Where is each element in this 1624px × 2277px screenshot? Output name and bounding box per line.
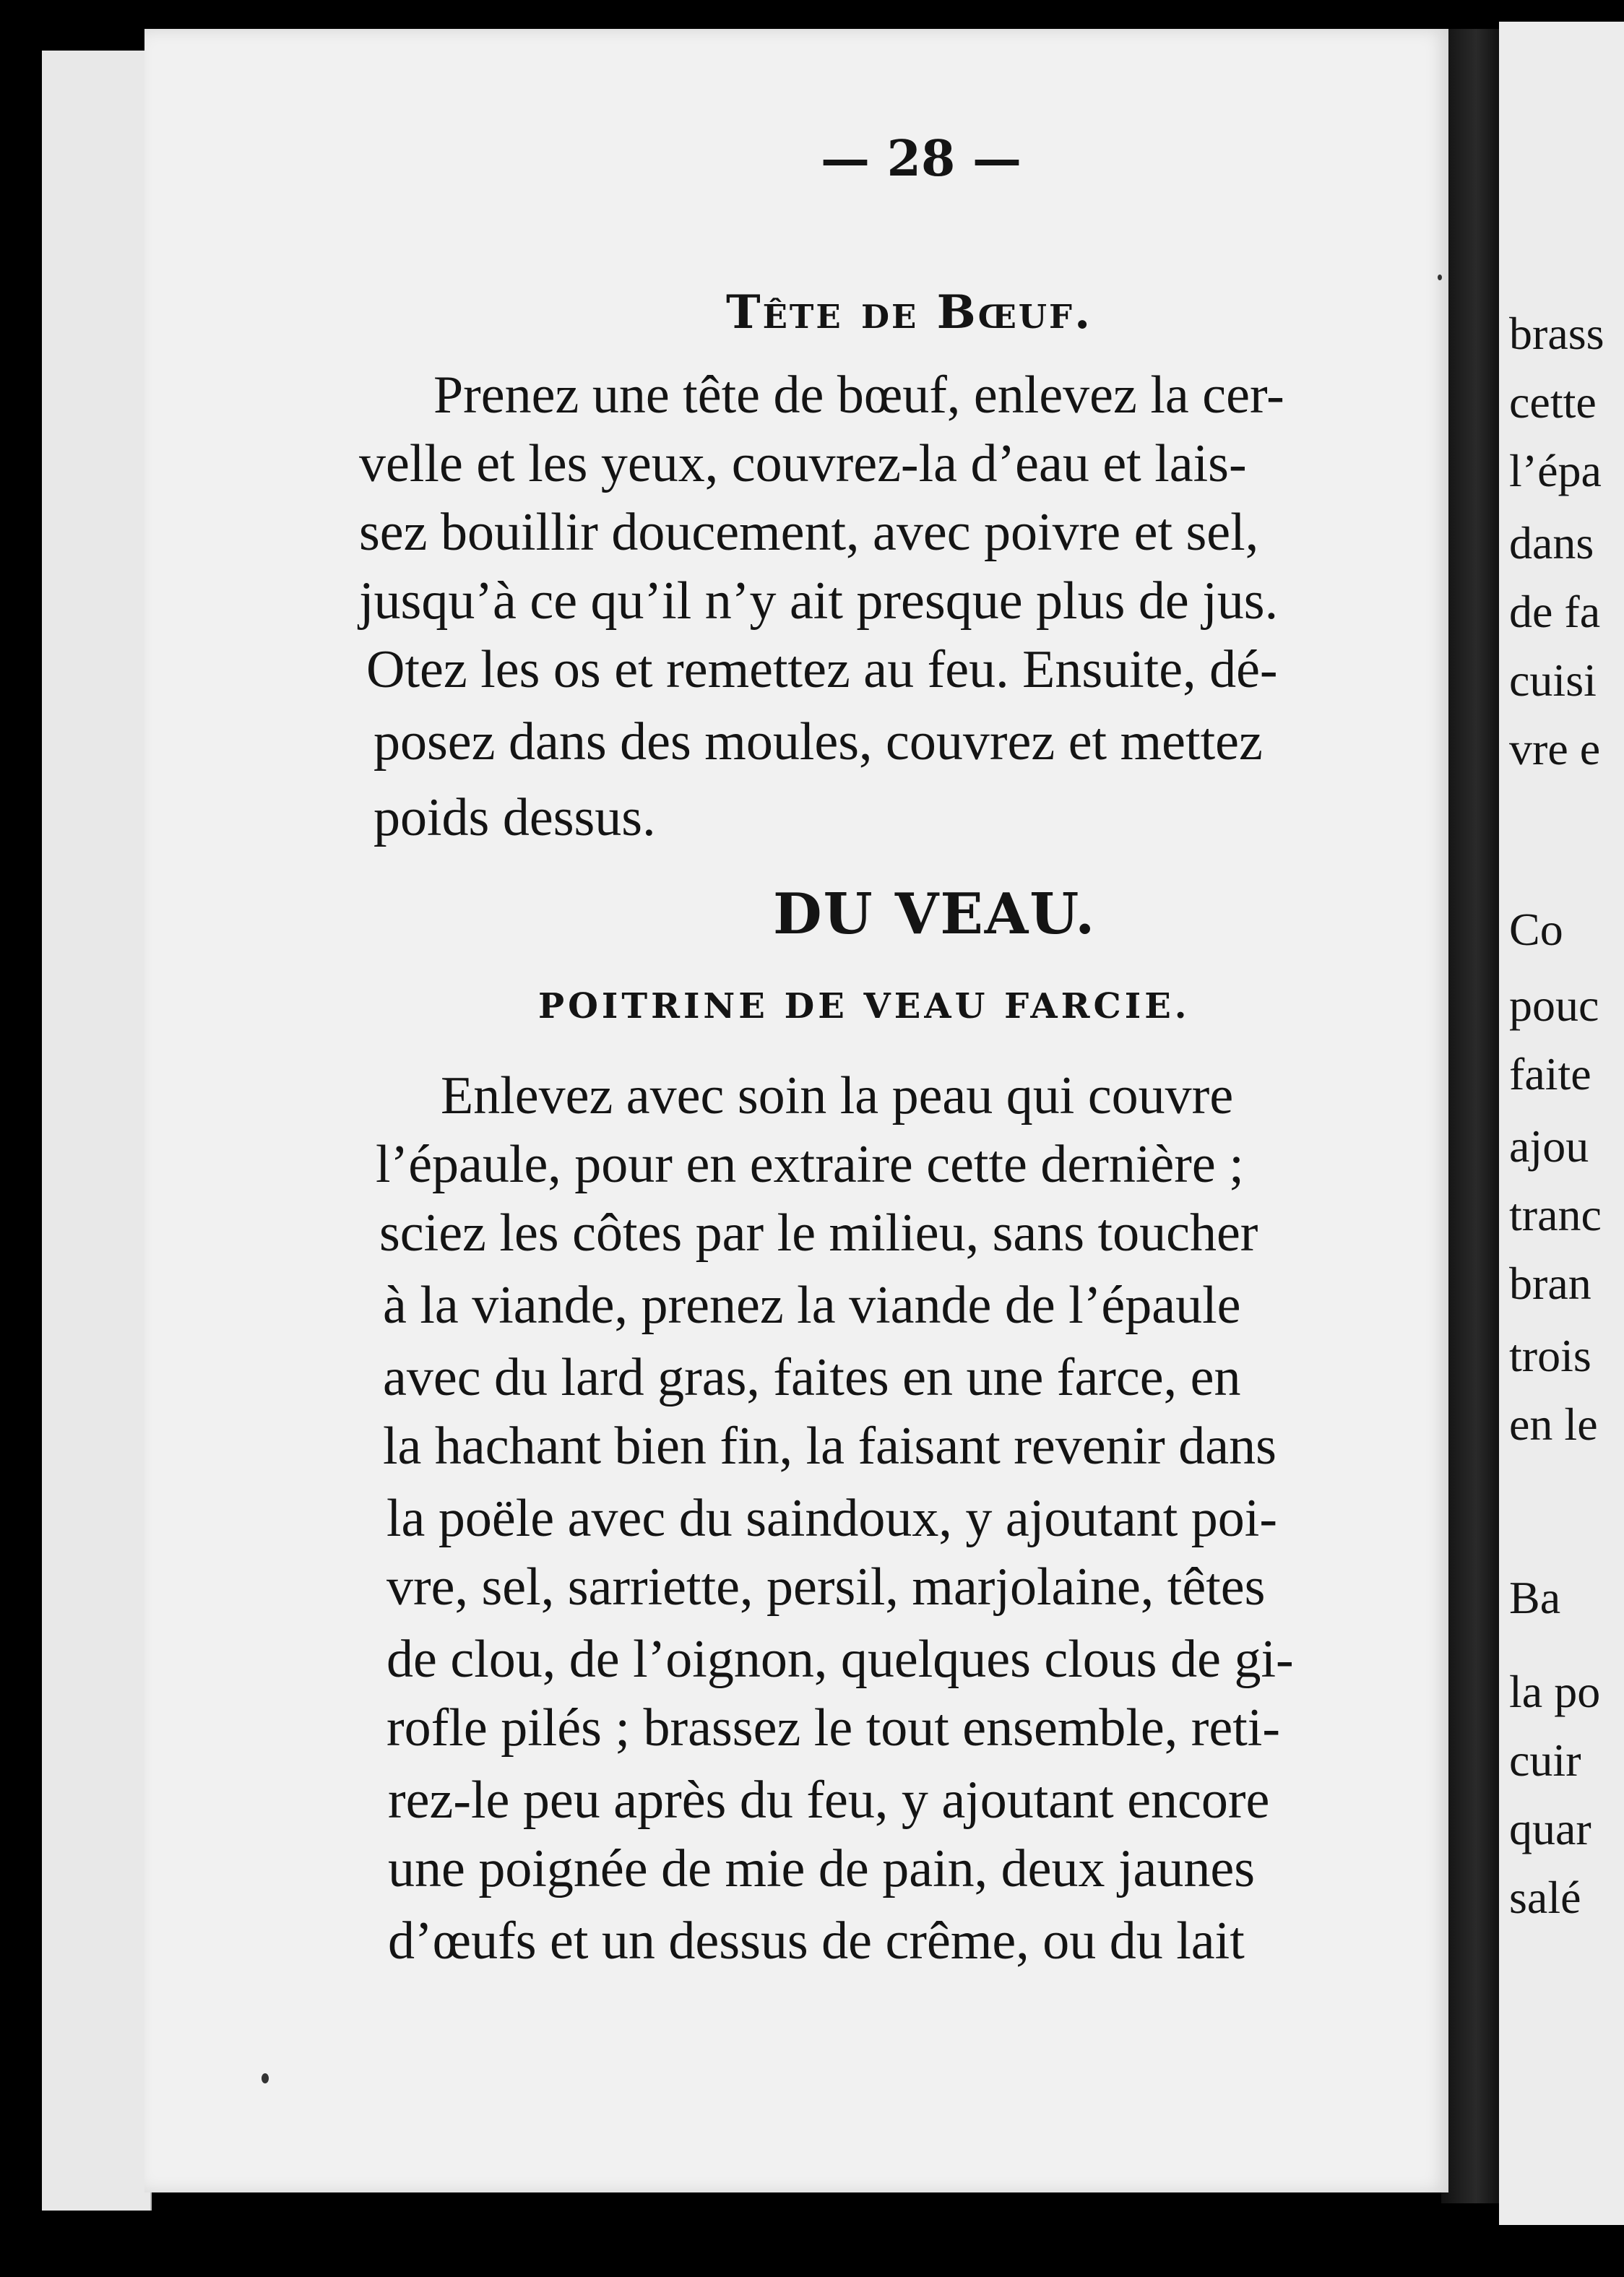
facing-line: cette <box>1509 376 1597 428</box>
body-line: rez-le peu après du feu, y ajoutant encore <box>388 1771 1270 1830</box>
facing-page <box>1499 22 1624 2225</box>
body-line: Enlevez avec soin la peau qui couvre <box>441 1066 1234 1125</box>
body-line: rofle pilés ; brassez le tout ensemble, reti- <box>386 1698 1281 1758</box>
facing-line: cuir <box>1509 1734 1581 1786</box>
facing-line: bran <box>1509 1258 1591 1309</box>
facing-line: quar <box>1509 1803 1591 1854</box>
body-line: Otez les os et remettez au feu. Ensuite, dé- <box>366 640 1278 699</box>
chapter-title-du-veau: DU VEAU. <box>773 881 1097 947</box>
body-line: la hachant bien fin, la faisant revenir dans <box>383 1417 1277 1476</box>
facing-line: trois <box>1509 1330 1591 1381</box>
facing-line: Ba <box>1509 1572 1561 1623</box>
facing-line: tranc <box>1509 1189 1602 1240</box>
facing-line: l’épa <box>1509 445 1602 496</box>
body-line: l’épaule, pour en extraire cette dernière ; <box>376 1135 1244 1194</box>
page-edge-stack <box>42 51 157 2211</box>
facing-line: salé <box>1509 1872 1581 1923</box>
book-gutter <box>1441 29 1505 2203</box>
facing-line: dans <box>1509 517 1594 569</box>
ink-speck <box>1438 275 1442 280</box>
facing-line: ajou <box>1509 1120 1589 1172</box>
page-number: — 28 — <box>821 130 1022 188</box>
facing-line: la po <box>1509 1666 1601 1717</box>
body-line: la poële avec du saindoux, y ajoutant poi- <box>386 1489 1277 1548</box>
body-line: d’œufs et un dessus de crême, ou du lait <box>388 1911 1245 1971</box>
facing-line: cuisi <box>1509 654 1597 706</box>
facing-line: de fa <box>1509 586 1601 637</box>
recipe-title-tete-de-boeuf: Tête de Bœuf. <box>726 285 1093 340</box>
body-line: sciez les côtes par le milieu, sans toucher <box>379 1204 1258 1263</box>
facing-line: brass <box>1509 308 1604 359</box>
body-line: avec du lard gras, faites en une farce, en <box>383 1348 1241 1407</box>
body-line: sez bouillir doucement, avec poivre et sel, <box>359 503 1259 562</box>
body-line: Prenez une tête de bœuf, enlevez la cer- <box>433 366 1284 425</box>
facing-line: en le <box>1509 1399 1598 1450</box>
facing-line: Co <box>1509 904 1563 955</box>
facing-line: faite <box>1509 1048 1591 1099</box>
facing-line: pouc <box>1509 980 1599 1031</box>
body-line: poids dessus. <box>373 788 656 847</box>
recipe-title-poitrine-de-veau-farcie: POITRINE DE VEAU FARCIE. <box>538 986 1191 1027</box>
facing-line: vre e <box>1509 723 1601 774</box>
body-line: de clou, de l’oignon, quelques clous de gi- <box>386 1630 1294 1689</box>
body-line: une poignée de mie de pain, deux jaunes <box>388 1839 1256 1898</box>
body-line: vre, sel, sarriette, persil, marjolaine, têtes <box>386 1557 1266 1617</box>
body-line: posez dans des moules, couvrez et mettez <box>373 712 1263 772</box>
body-line: velle et les yeux, couvrez-la d’eau et lais- <box>359 434 1247 493</box>
body-line: jusqu’à ce qu’il n’y ait presque plus de jus. <box>359 571 1279 631</box>
body-line: à la viande, prenez la viande de l’épaule <box>383 1276 1241 1335</box>
ink-speck <box>262 2073 269 2083</box>
